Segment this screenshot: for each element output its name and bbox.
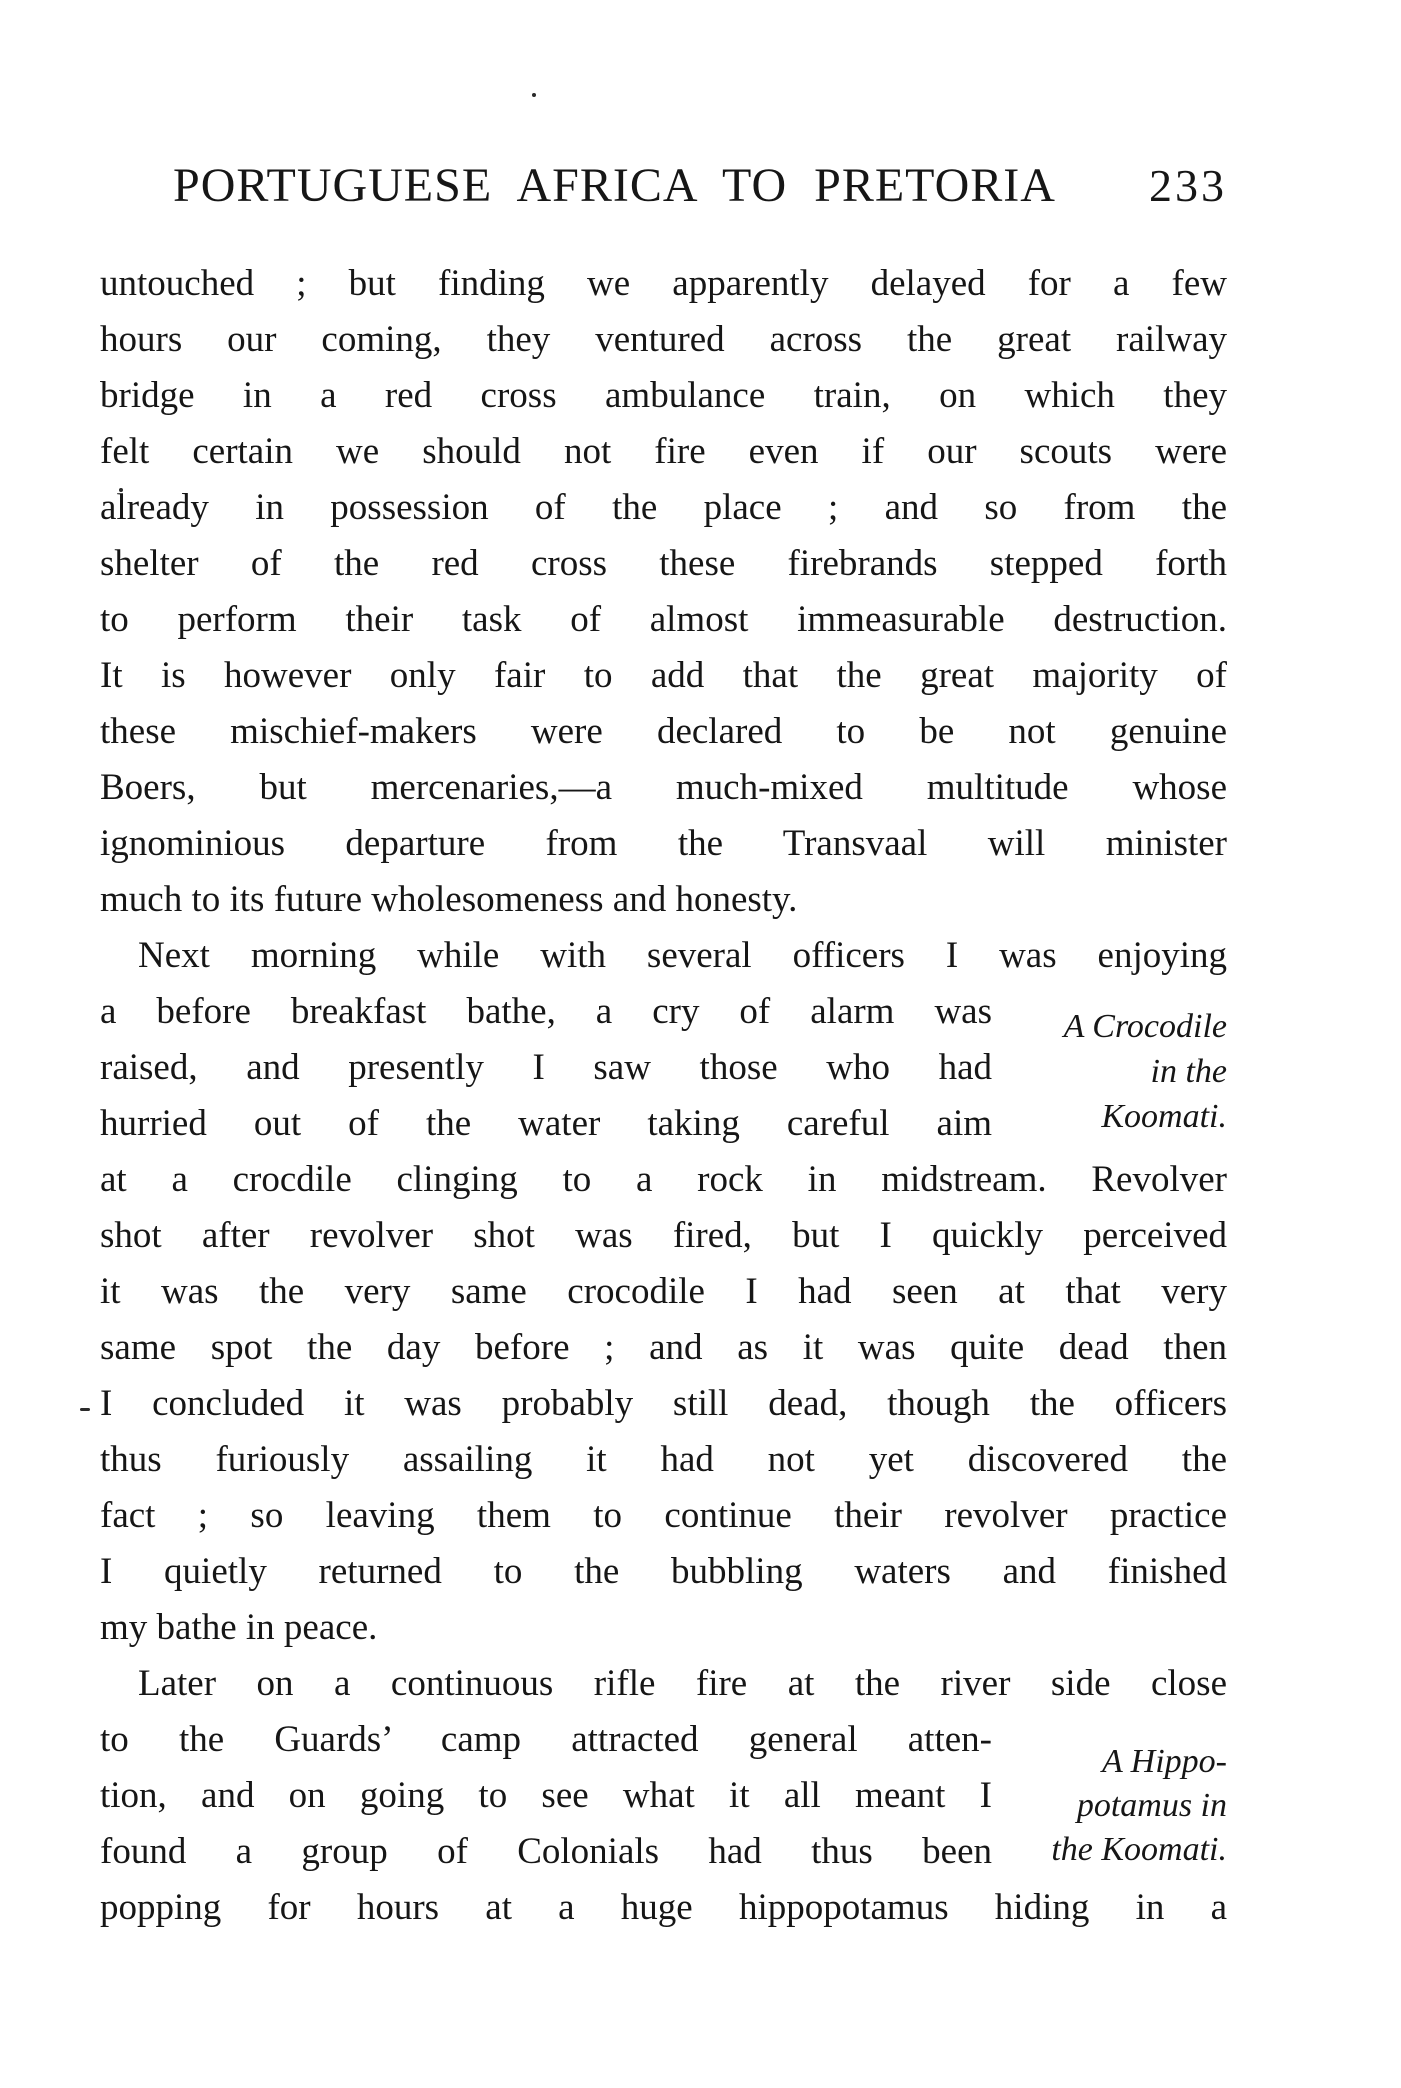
text-line: untouched ; but finding we apparently delayed for a few <box>100 263 1227 304</box>
text-line: already in possession of the place ; and so from the <box>100 487 1227 528</box>
text-line: It is however only fair to add that the great majority of <box>100 655 1227 696</box>
sidenote-line: potamus in <box>1076 1787 1227 1824</box>
text-line: ignominious departure from the Transvaal will minister <box>100 823 1227 864</box>
sidenote-line: in the <box>1150 1053 1227 1090</box>
sidenote-line: A Crocodile <box>1063 1008 1227 1045</box>
text-line: I quietly returned to the bubbling waters and finished <box>100 1551 1227 1592</box>
text-line: at a crocdile clinging to a rock in midstream. Revolver <box>100 1159 1227 1200</box>
sidenote-hippopotamus <box>967 1740 1227 1872</box>
text-line paragraph-end: much to its future wholesomeness and honesty. <box>100 879 798 920</box>
text-line: fact ; so leaving them to continue their revolver practice <box>100 1495 1227 1536</box>
text-line paragraph-start: Later on a continuous rifle fire at the river side close <box>138 1663 1227 1704</box>
text-line paragraph-end: my bathe in peace. <box>100 1607 378 1648</box>
text-line: I concluded it was probably still dead, though the officers <box>100 1383 1227 1424</box>
sidenote-line: A Hippo- <box>1102 1743 1227 1780</box>
text-line: to perform their task of almost immeasurable destruction. <box>100 599 1227 640</box>
text-line paragraph-start: Next morning while with several officers I was enjoying <box>138 935 1227 976</box>
text-line: Boers, but mercenaries,—a much-mixed multitude whose <box>100 767 1227 808</box>
text-line: found a group of Colonials had thus been <box>100 1831 992 1872</box>
text-line: these mischief-makers were declared to be not genuine <box>100 711 1227 752</box>
scan-speck <box>532 93 536 97</box>
sidenote-crocodile <box>967 1004 1227 1139</box>
scan-speck <box>80 1408 90 1411</box>
text-line: hurried out of the water taking careful aim <box>100 1103 992 1144</box>
text-line: hours our coming, they ventured across the great railway <box>100 319 1227 360</box>
page-number: 233 <box>1149 160 1227 211</box>
text-line: to the Guards’ camp attracted general atten- <box>100 1719 992 1760</box>
text-line: tion, and on going to see what it all meant I <box>100 1775 992 1816</box>
text-line: popping for hours at a huge hippopotamus hiding in a <box>100 1887 1227 1928</box>
text-line: felt certain we should not fire even if our scouts were <box>100 431 1227 472</box>
text-line: a before breakfast bathe, a cry of alarm was <box>100 991 992 1032</box>
running-header <box>100 160 1227 212</box>
text-line: raised, and presently I saw those who had <box>100 1047 992 1088</box>
text-line: thus furiously assailing it had not yet discovered the <box>100 1439 1227 1480</box>
sidenote-line: the Koomati. <box>1051 1831 1227 1868</box>
text-line: same spot the day before ; and as it was quite dead then <box>100 1327 1227 1368</box>
text-line: it was the very same crocodile I had seen at that very <box>100 1271 1227 1312</box>
sidenote-line: Koomati. <box>1101 1098 1227 1135</box>
text-line: shelter of the red cross these firebrands stepped forth <box>100 543 1227 584</box>
text-line: shot after revolver shot was fired, but I quickly perceived <box>100 1215 1227 1256</box>
text-line: bridge in a red cross ambulance train, on which they <box>100 375 1227 416</box>
running-header-title: PORTUGUESE AFRICA TO PRETORIA <box>173 159 1056 212</box>
